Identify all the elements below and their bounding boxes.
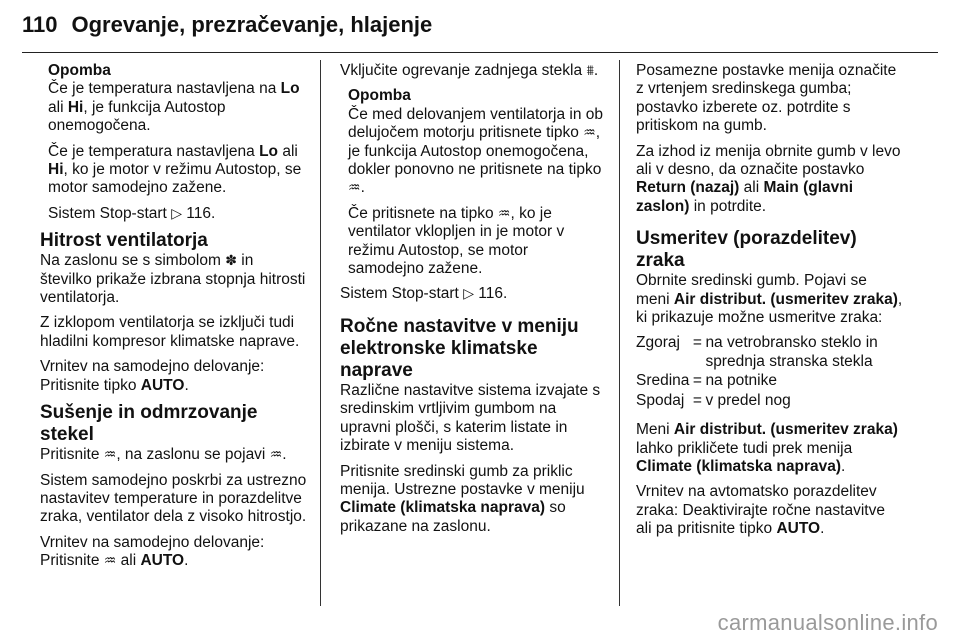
note-title: Opomba xyxy=(48,62,111,79)
paragraph: Posamezne postavke menija označite z vrtenjem sredinskega gumba; postavko izberete oz. potrdite s pritiskom na gumb. xyxy=(636,62,897,135)
paragraph: Vključite ogrevanje zadnjega stekla ⩩. xyxy=(340,62,599,79)
windshield-defrost-icon: ♒ xyxy=(269,447,283,464)
note-paragraph: Če je temperatura nastavljena Lo ali Hi, ko je motor v režimu Autostop, se motor samodejno zažene. xyxy=(48,142,302,197)
note-title: Opomba xyxy=(348,87,411,105)
note-paragraph: Če pritisnete na tipko ♒, ko je ventilator vklopljen in je motor v režimu Autostop, se motor samodejno zažene. xyxy=(348,204,565,278)
reference-arrow-icon: ▷ xyxy=(171,205,182,222)
table-row: Spodaj = v predel nog xyxy=(636,391,791,409)
paragraph: Z izklopom ventilatorja se izključi tudi hladilni kompresor klimatske naprave. xyxy=(40,314,300,350)
paragraph: Obrnite sredinski gumb. Pojavi se meni Air distribut. (usmeritev zraka), ki prikazuje možne usmeritve zraka: xyxy=(636,272,903,327)
paragraph: Vrnitev na samodejno delovanje: Pritisnite tipko AUTO. xyxy=(40,358,265,394)
note-block-defrost xyxy=(348,87,608,278)
note-paragraph: Če med delovanjem ventilatorja in ob delujočem motorju pritisnete tipko ♒, je funkcija Autostop onemogočena, dokler ponovno ne pritisnete na tipko ♒. xyxy=(348,105,604,197)
windshield-defrost-icon: ♒ xyxy=(497,205,511,222)
page-number: 110 xyxy=(22,12,58,37)
air-direction-table xyxy=(636,334,904,411)
windshield-defrost-icon: ♒ xyxy=(583,125,596,142)
table-row: Sredina = na potnike xyxy=(636,372,777,390)
heading-manual-settings: Ročne nastavitve v meniju elektronske klimatske naprave xyxy=(340,315,579,381)
paragraph: Sistem samodejno poskrbi za ustrezno nastavitev temperature in porazdelitve zraka, ventilator dela z visoko hitrostjo. xyxy=(40,471,307,526)
windshield-defrost-icon: ♒ xyxy=(103,447,117,464)
paragraph: Različne nastavitve sistema izvajate s sredinskim vrtljivim gumbom na upravni plošči, s katerim listate in izbirate v meniju sistema. xyxy=(340,381,601,455)
fan-icon: ✽ xyxy=(225,253,237,270)
reference-arrow-icon: ▷ xyxy=(463,286,474,303)
heading-air-distribution: Usmeritev (porazdelitev) zraka xyxy=(636,228,857,272)
paragraph: Vrnitev na avtomatsko porazdelitev zraka: Deaktivirajte ročne nastavitve ali pa pritisnite tipko AUTO. xyxy=(636,483,885,538)
column-divider-2 xyxy=(619,60,620,606)
page-title: Ogrevanje, prezračevanje, hlajenje xyxy=(71,12,433,37)
paragraph: Pritisnite ♒, na zaslonu se pojavi ♒. xyxy=(40,446,287,464)
paragraph: Vrnitev na samodejno delovanje: Pritisnite ♒ ali AUTO. xyxy=(40,533,265,570)
column-1 xyxy=(40,62,308,578)
heading-defrost: Sušenje in odmrzovanje stekel xyxy=(40,402,258,446)
note-block-temperature xyxy=(48,62,308,223)
column-2 xyxy=(340,62,608,543)
cross-reference[interactable]: Sistem Stop-start ▷ 116. xyxy=(48,204,216,222)
windshield-defrost-icon: ♒ xyxy=(103,553,117,570)
watermark: carmanualsonline.info xyxy=(717,610,938,635)
cross-reference[interactable]: Sistem Stop-start ▷ 116. xyxy=(340,285,508,303)
paragraph: Meni Air distribut. (usmeritev zraka) lahko prikličete tudi prek menija Climate (klimatska naprava). xyxy=(636,421,898,475)
paragraph: Pritisnite sredinski gumb za priklic menija. Ustrezne postavke v meniju Climate (klimatska naprava) so prikazane na zaslonu. xyxy=(340,462,585,535)
column-divider-1 xyxy=(320,60,321,606)
paragraph: Za izhod iz menija obrnite gumb v levo ali v desno, da označite postavko Return (nazaj) ali Main (glavni zaslon) in potrdite. xyxy=(636,142,901,215)
page-header xyxy=(22,12,938,38)
note-paragraph: Če je temperatura nastavljena na Lo ali Hi, je funkcija Autostop onemogočena. xyxy=(48,80,300,135)
rear-window-defrost-icon: ⩩ xyxy=(586,63,594,79)
column-3 xyxy=(636,62,904,546)
paragraph: Na zaslonu se s simbolom ✽ in številko prikaže izbrana stopnja hitrosti ventilatorja. xyxy=(40,252,306,307)
heading-fan-speed: Hitrost ventilatorja xyxy=(40,230,208,252)
windshield-defrost-icon: ♒ xyxy=(348,180,361,197)
table-row: Zgoraj = na vetrobransko steklo in sprednja stranska stekla xyxy=(636,334,878,370)
header-rule xyxy=(22,52,938,53)
